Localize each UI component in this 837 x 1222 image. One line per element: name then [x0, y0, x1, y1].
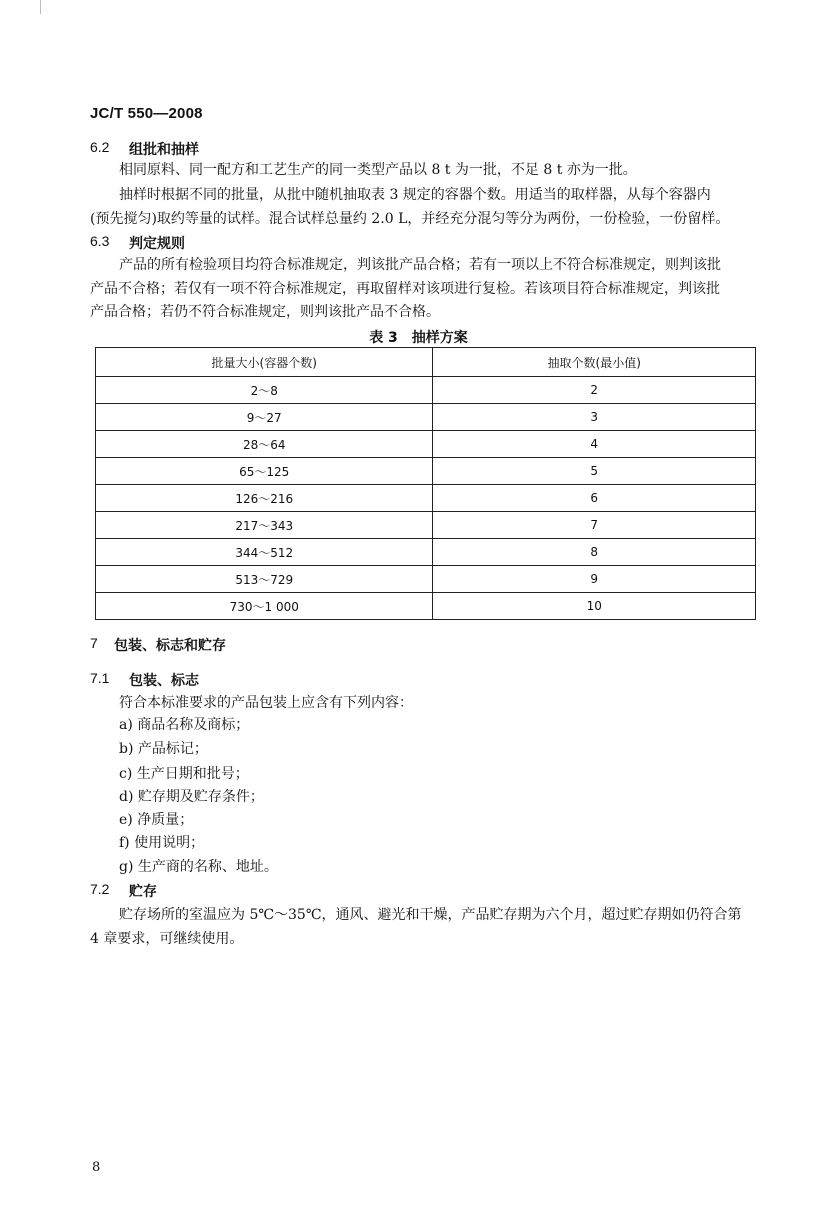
table-row	[96, 404, 756, 431]
lot-size-cell: 344～512	[96, 539, 433, 566]
section-6-3-line1: 产品的所有检验项目均符合标准规定，判该批产品合格；若有一项以上不符合标准规定，则判该批	[119, 257, 721, 273]
column-header-sample-count: 抽取个数(最小值)	[433, 348, 756, 377]
list-item: a) 商品名称及商标；	[119, 717, 250, 733]
table-row	[96, 566, 756, 593]
section-6-2-para2-line2: (预先搅匀)取约等量的试样。混合试样总量约 2.0 L，并经充分混匀等分为两份，一份检验，一份留样。	[90, 211, 730, 227]
section-7-1-intro: 符合本标准要求的产品包装上应含有下列内容：	[119, 695, 413, 711]
lot-size-cell: 2～8	[96, 377, 433, 404]
table-row	[96, 539, 756, 566]
section-7-2-number: 7.2	[90, 881, 110, 897]
list-item: f) 使用说明；	[119, 835, 205, 851]
section-6-2-para2-line1: 抽样时根据不同的批量，从批中随机抽取表 3 规定的容器个数。用适当的取样器，从每个容器内	[119, 187, 711, 203]
section-6-3-line3: 产品合格；若仍不符合标准规定，则判该批产品不合格。	[90, 304, 440, 320]
section-7-2-line1: 贮存场所的室温应为 5℃～35℃，通风、避光和干燥，产品贮存期为六个月，超过贮存期如仍符合第	[119, 907, 742, 923]
section-6-3-number: 6.3	[90, 233, 110, 249]
lot-size-cell: 9～27	[96, 404, 433, 431]
section-7-1-title: 包装、标志	[129, 673, 199, 689]
section-6-3-line2: 产品不合格；若仅有一项不符合标准规定，再取留样对该项进行复检。若该项目符合标准规定，判该批	[90, 281, 720, 297]
sample-count-cell: 7	[433, 512, 756, 539]
table-row	[96, 512, 756, 539]
lot-size-cell: 730～1 000	[96, 593, 433, 620]
section-6-2-para1: 相同原料、同一配方和工艺生产的同一类型产品以 8 t 为一批，不足 8 t 亦为一批。	[119, 162, 637, 178]
sample-count-cell: 8	[433, 539, 756, 566]
table-row	[96, 485, 756, 512]
page-number: 8	[92, 1160, 101, 1175]
table-row	[96, 377, 756, 404]
lot-size-cell: 65～125	[96, 458, 433, 485]
standard-code: JC/T 550—2008	[90, 105, 203, 122]
sample-count-cell: 5	[433, 458, 756, 485]
table-header-row	[96, 348, 756, 377]
lot-size-cell: 126～216	[96, 485, 433, 512]
table-row	[96, 593, 756, 620]
lot-size-cell: 513～729	[96, 566, 433, 593]
table-row	[96, 431, 756, 458]
section-6-3-title: 判定规则	[129, 236, 185, 252]
section-7-number: 7	[90, 635, 98, 651]
scan-mark	[40, 0, 41, 14]
table-row	[96, 458, 756, 485]
section-7-2-title: 贮存	[129, 884, 157, 900]
section-7-title: 包装、标志和贮存	[114, 638, 226, 654]
list-item: d) 贮存期及贮存条件；	[119, 789, 264, 805]
sample-count-cell: 2	[433, 377, 756, 404]
sample-count-cell: 6	[433, 485, 756, 512]
section-7-1-number: 7.1	[90, 670, 110, 686]
list-item: c) 生产日期和批号；	[119, 766, 249, 782]
lot-size-cell: 28～64	[96, 431, 433, 458]
section-7-2-line2: 4 章要求，可继续使用。	[90, 931, 244, 947]
sample-count-cell: 3	[433, 404, 756, 431]
column-header-lot-size: 批量大小(容器个数)	[96, 348, 433, 377]
section-6-2-number: 6.2	[90, 139, 110, 155]
lot-size-cell: 217～343	[96, 512, 433, 539]
table-3-caption: 表 3 抽样方案	[369, 330, 468, 346]
sampling-table	[95, 347, 756, 620]
sample-count-cell: 10	[433, 593, 756, 620]
section-6-2-title: 组批和抽样	[129, 142, 199, 158]
sample-count-cell: 9	[433, 566, 756, 593]
list-item: b) 产品标记；	[119, 741, 208, 757]
list-item: g) 生产商的名称、地址。	[119, 859, 278, 875]
sample-count-cell: 4	[433, 431, 756, 458]
list-item: e) 净质量；	[119, 812, 194, 828]
